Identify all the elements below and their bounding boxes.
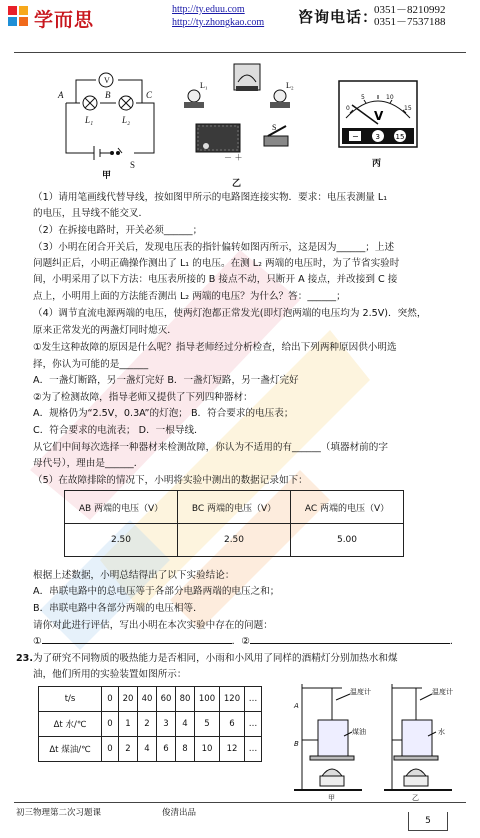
svg-text:L₁: L₁ [200, 81, 208, 90]
apparatus-photo-yi [176, 60, 310, 184]
url-link-2[interactable]: http://ty.zhongkao.com [172, 17, 265, 28]
q4-option-ab: A．一盏灯断路，另一盏灯完好 B．一盏灯短路，另一盏灯完好 [33, 375, 299, 386]
table-cell: 0 [102, 737, 119, 762]
q4-line-f: ②为了检测故障，指导老师又提供了下列四种器材： [33, 392, 253, 403]
logo-icon [6, 4, 30, 28]
q4-line-b: 原来正常发光的两盏灯同时熄灭． [33, 325, 177, 336]
table-cell: 0 [102, 687, 119, 712]
conclusion-a: A．串联电路中的总电压等于各部分电路两端的电压之和； [33, 586, 280, 597]
figure-label-bing: 丙 [372, 159, 382, 169]
row-label-water: Δt 水/℃ [39, 712, 102, 737]
figure-label-jia: 甲 [102, 171, 112, 181]
table-cell: 0 [102, 712, 119, 737]
q1-line-a: （1）请用笔画线代替导线，按如图甲所示的电路图连接实物．要求：电压表测量 L₁ [33, 192, 388, 203]
table-cell: … [245, 712, 262, 737]
heating-data-table [38, 686, 262, 762]
q4-line-i: 从它们中间每次选择一种器材来检测故障，你认为不适用的有______（填器材前的字 [33, 442, 388, 453]
table-cell: 6 [157, 737, 176, 762]
q4-option-ab2: A．规格仍为“2.5V，0.3A”的灯泡； B．符合要求的电压表； [33, 408, 294, 419]
terminal-neg: − [352, 132, 359, 141]
label-a: A [294, 702, 299, 710]
q5-line: （5）在故障排除的情况下，小明将实验中测出的数据记录如下： [33, 475, 308, 486]
table-cell: 2 [138, 712, 157, 737]
row-label-oil: Δt 煤油/℃ [39, 737, 102, 762]
brand-logo [6, 4, 126, 31]
svg-text:L₂: L₂ [286, 81, 294, 90]
q3-line-b: 问题纠正后，小明正确操作测出了 L₁ 的电压。在测 L₂ 两端的电压时，为了节省实验时 [33, 258, 400, 269]
label-l2: L₂ [122, 115, 131, 125]
tick-5: 5 [361, 94, 365, 101]
table-cell: 6 [220, 712, 245, 737]
terminal-3: 3 [375, 133, 380, 141]
answer-2-blank[interactable] [250, 634, 450, 644]
phone-numbers [374, 4, 446, 28]
table-cell: 4 [138, 737, 157, 762]
tick-10: 10 [386, 94, 394, 101]
thermometer-label-2: 温度计 [432, 688, 453, 696]
table-cell-ab: 2.50 [65, 524, 178, 557]
water-label: 水 [438, 728, 445, 736]
table-row [39, 737, 262, 762]
conclusion-intro: 根据上述数据，小明总结得出了以下实验结论： [33, 570, 235, 581]
header-divider [14, 52, 466, 53]
q1-line-b: 的电压，且导线不能交叉． [33, 208, 149, 219]
footer-mid: 俊清出品 [162, 808, 197, 818]
q3-line-c: 间，小明采用了以下方法：电压表所接的 B 接点不动，只断开 A 接点，并改接到 C 接 [33, 274, 398, 285]
table-cell: 3 [157, 712, 176, 737]
answer-1-label: ① [33, 636, 42, 647]
apparatus-label-yi: 乙 [412, 794, 419, 802]
footer-divider [14, 802, 466, 803]
table-row [39, 712, 262, 737]
table-row [65, 491, 404, 524]
q2-line: （2）在拆接电路时，开关必须______； [33, 225, 203, 236]
q23-line-b: 油，他们所用的实验装置如图所示： [33, 669, 187, 680]
svg-text:－ ＋: － ＋ [224, 153, 243, 162]
q23-number: 23. [16, 653, 33, 664]
table-cell: 4 [176, 712, 195, 737]
q4-line-d: 择，你认为可能的是______ [33, 359, 149, 370]
voltage-data-table [64, 490, 404, 557]
label-s: S [130, 160, 136, 170]
header-urls [172, 3, 264, 29]
circuit-diagram-jia [56, 68, 170, 178]
phone-2: 0351－7537188 [374, 16, 446, 28]
q23-line-a: 为了研究不同物质的吸热能力是否相同，小雨和小风用了同样的酒精灯分别加热水和煤 [33, 653, 398, 664]
table-cell: 8 [176, 737, 195, 762]
meter-v-symbol: V [374, 109, 384, 123]
footer-left: 初三物理第二次习题课 [16, 808, 102, 818]
svg-text:S: S [272, 123, 277, 132]
table-header-ac: AC 两端的电压（V） [291, 491, 404, 524]
table-cell: 120 [220, 687, 245, 712]
answer-end: ． [449, 636, 460, 647]
thermometer-label-1: 温度计 [350, 688, 371, 696]
page-number: 5 [408, 812, 448, 831]
tick-15: 15 [404, 105, 412, 112]
url-link-1[interactable]: http://ty.eduu.com [172, 4, 245, 15]
q3-line-a: （3）小明在闭合开关后，发现电压表的指针偏转如图丙所示，这是因为______；上述 [33, 242, 395, 253]
label-b: B [105, 90, 111, 100]
table-cell: 100 [195, 687, 220, 712]
table-cell: 60 [157, 687, 176, 712]
answer-line-row [33, 634, 459, 650]
table-cell: 1 [119, 712, 138, 737]
q3-line-d: 点上，小明用上面的方法能否测出 L₂ 两端的电压？为什么？答：______； [33, 291, 346, 302]
table-header-bc: BC 两端的电压（V） [178, 491, 291, 524]
answer-1-blank[interactable] [42, 634, 232, 644]
terminal-15: 15 [395, 133, 405, 141]
evaluate-prompt: 请你对此进行评估，写出小明在本次实验中存在的问题： [33, 620, 273, 631]
phone-1: 0351－8210992 [374, 4, 446, 16]
logo-text: 学而思 [34, 9, 95, 31]
power-supply-icon [196, 124, 243, 162]
table-header-ab: AB 两端的电压（V） [65, 491, 178, 524]
voltmeter-symbol: V [104, 76, 110, 85]
voltmeter-dial-bing [338, 80, 418, 148]
table-cell-bc: 2.50 [178, 524, 291, 557]
figure-label-yi: 乙 [232, 179, 242, 189]
q4-line-c: ①发生这种故障的原因是什么呢？指导老师经过分析检查，给出下列两种原因供小明选 [33, 342, 397, 353]
q4-option-cd: C．符合要求的电流表； D．一根导线． [33, 425, 204, 436]
table-cell: 20 [119, 687, 138, 712]
consult-label: 咨询电话： [298, 8, 379, 26]
row-label-t: t/s [39, 687, 102, 712]
bulb-l1-icon [184, 90, 204, 108]
table-cell: 12 [220, 737, 245, 762]
label-c: C [146, 90, 153, 100]
q4-line-a: （4）调节直流电源两端的电压，使两灯泡都正常发光(即灯泡两端的电压均为 2.5V)．突然， [33, 308, 427, 319]
heating-apparatus-figure [292, 680, 462, 802]
oil-label: 煤油 [352, 728, 366, 736]
label-b: B [294, 740, 299, 748]
table-cell: 2 [119, 737, 138, 762]
label-l1: L₁ [85, 115, 94, 125]
table-cell-ac: 5.00 [291, 524, 404, 557]
table-row [65, 524, 404, 557]
label-a: A [58, 90, 64, 100]
table-cell: 5 [195, 712, 220, 737]
table-cell: … [245, 687, 262, 712]
bulb-l2-icon [270, 90, 290, 108]
table-cell: 80 [176, 687, 195, 712]
conclusion-b: B．串联电路中各部分两端的电压相等． [33, 603, 203, 614]
table-row [39, 687, 262, 712]
tick-0: 0 [346, 105, 350, 112]
apparatus-label-jia: 甲 [328, 794, 335, 802]
answer-2-label: ．② [231, 636, 250, 647]
q4-line-j: 母代号），理由是______． [33, 458, 144, 469]
table-cell: 40 [138, 687, 157, 712]
table-cell: … [245, 737, 262, 762]
table-cell: 10 [195, 737, 220, 762]
